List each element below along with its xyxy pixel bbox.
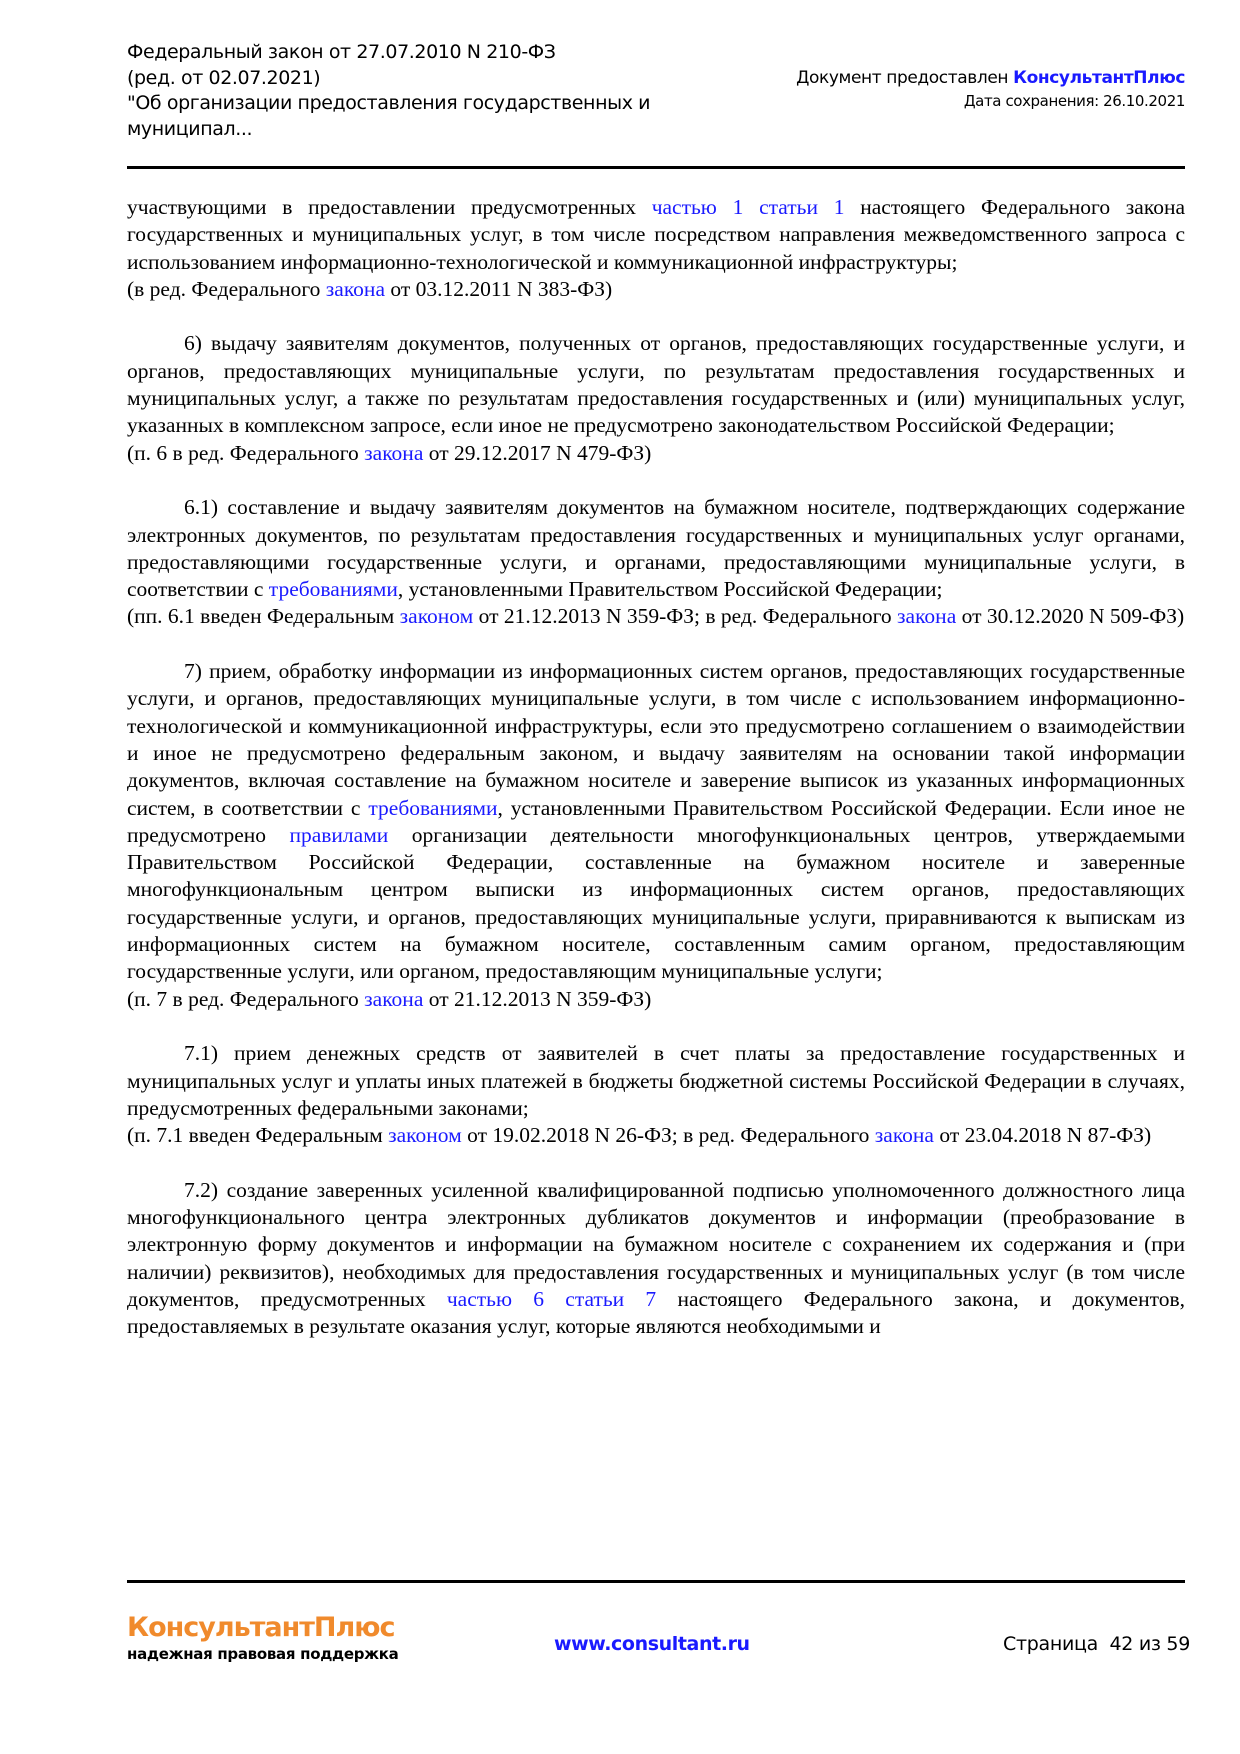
provider-info — [796, 66, 1185, 112]
document-title — [127, 40, 650, 142]
footer-brand: КонсультантПлюс — [127, 1612, 395, 1643]
legal-reference-link[interactable]: законом — [399, 604, 474, 629]
paragraph — [127, 440, 1185, 467]
paragraph-text: , установленными Правительством Российской Федерации. Если иное не предусмотрено — [127, 795, 1185, 847]
paragraph — [127, 330, 1185, 439]
legal-reference-link[interactable]: законом — [388, 1123, 462, 1148]
paragraph — [127, 194, 1185, 276]
legal-reference-link[interactable]: закона — [325, 276, 385, 301]
paragraph-text: настоящего Федерального закона, и документов, предоставляемых в результате оказания услуг, которые являются необходимыми и — [127, 1286, 1185, 1339]
paragraph-text: (пп. 6.1 введен Федеральным — [127, 604, 400, 629]
legal-reference-link[interactable]: закона — [364, 440, 424, 465]
paragraph — [127, 986, 1185, 1013]
paragraph-text: от 21.12.2013 N 359-ФЗ) — [423, 986, 652, 1011]
provided-by-label: Документ предоставлен — [796, 68, 1014, 88]
paragraph — [127, 658, 1185, 986]
title-line: "Об организации предоставления государственных и — [127, 92, 651, 114]
footer-tagline: надежная правовая поддержка — [127, 1645, 399, 1663]
legal-reference-link[interactable]: закона — [897, 604, 957, 629]
footer-logo — [127, 1612, 398, 1663]
legal-reference-link[interactable]: закона — [364, 986, 424, 1011]
paragraph-text: от 30.12.2020 N 509-ФЗ) — [956, 604, 1185, 629]
page-indicator — [1003, 1633, 1190, 1655]
paragraph — [127, 494, 1185, 603]
legal-reference-link[interactable]: закона — [874, 1123, 934, 1148]
header-divider — [127, 166, 1185, 169]
page-current: 42 — [1109, 1633, 1134, 1655]
paragraph-text: (п. 7.1 введен Федеральным — [127, 1123, 389, 1148]
paragraph-text: от 29.12.2017 N 479-ФЗ) — [423, 440, 652, 465]
paragraph-text: (в ред. Федерального — [127, 276, 326, 301]
paragraph-text: (п. 7 в ред. Федерального — [127, 986, 365, 1011]
document-body — [127, 194, 1185, 1340]
title-line: (ред. от 02.07.2021) — [127, 66, 321, 89]
brand-link[interactable]: КонсультантПлюс — [1013, 68, 1185, 88]
legal-reference-link[interactable]: правилами — [289, 822, 389, 847]
saved-date: Дата сохранения: 26.10.2021 — [963, 92, 1185, 110]
paragraph — [127, 603, 1185, 630]
paragraph — [127, 1177, 1185, 1341]
paragraph-text: 6) выдачу заявителям документов, полученных от органов, предоставляющих государственные услуги, и органов, предоставляющих муниципальные услуги, по результатам предоставления государственных и муниципальных услуг, а также по результатам предоставления государственных и (или) муниципальных услуг, указанных в комплексном запросе, если иное не предусмотрено законодательством Российской Федерации; — [127, 331, 1185, 438]
page-total: 59 — [1166, 1633, 1190, 1655]
page-of: из — [1138, 1633, 1161, 1655]
paragraph — [127, 1122, 1185, 1149]
legal-reference-link[interactable]: частью 6 статьи 7 — [446, 1286, 657, 1311]
title-line: муниципал... — [127, 117, 253, 140]
legal-reference-link[interactable]: частью 1 статьи 1 — [651, 195, 845, 219]
legal-reference-link[interactable]: требованиями — [268, 577, 398, 602]
paragraph-text: (п. 6 в ред. Федерального — [127, 440, 365, 465]
paragraph-text: , установленными Правительством Российской Федерации; — [397, 577, 943, 602]
paragraph-text: 7.1) прием денежных средств от заявителей в счет платы за предоставление государственных и муниципальных услуг и уплаты иных платежей в бюджеты бюджетной системы Российской Федерации в случаях, предусмотренных федеральными законами; — [127, 1041, 1185, 1120]
paragraph-text: настоящего Федерального закона государственных и муниципальных услуг, в том числе посредством направления межведомственного запроса с использованием информационно-технологической и коммуникационной инфраструктуры; — [127, 195, 1185, 274]
website-link[interactable]: www.consultant.ru — [554, 1633, 750, 1655]
paragraph-text: от 23.04.2018 N 87-ФЗ) — [933, 1123, 1152, 1148]
paragraph — [127, 276, 1185, 303]
paragraph-text: 6.1) составление и выдачу заявителям документов на бумажном носителе, подтверждающих содержание электронных документов, по результатам предоставления государственных и муниципальных услуг органами, предоставляющими государственные услуги, и органами, предоставляющими муниципальные услуги, в соответствии с — [127, 495, 1185, 602]
paragraph-text: от 21.12.2013 N 359-ФЗ; в ред. Федерального — [473, 604, 898, 629]
legal-reference-link[interactable]: требованиями — [368, 795, 498, 820]
paragraph-text: участвующими в предоставлении предусмотренных — [127, 195, 652, 219]
paragraph — [127, 1040, 1185, 1122]
paragraph-text: от 03.12.2011 N 383-ФЗ) — [385, 276, 613, 301]
paragraph-text: организации деятельности многофункциональных центров, утверждаемыми Правительством Российской Федерации, составленные на бумажном носителе и заверенные многофункциональным центром выписки из информационных систем органов, предоставляющих государственные услуги, и органов, предоставляющих муниципальные услуги, приравниваются к выпискам из информационных систем на бумажном носителе, составленным самим органом, предоставляющим государственные услуги, или органом, предоставляющим муниципальные услуги; — [127, 822, 1185, 984]
title-line: Федеральный закон от 27.07.2010 N 210-ФЗ — [127, 41, 556, 63]
paragraph-text: 7) прием, обработку информации из информационных систем органов, предоставляющих государственные услуги, и органов, предоставляющих муниципальные услуги, в том числе с использованием информационно-технологической и коммуникационной инфраструктуры, если это предусмотрено соглашением о взаимодействии и иное не предусмотрено федеральным законом, и выдачу заявителям на основании такой информации документов, включая составление на бумажном носителе и заверение выписок из указанных информационных систем, в соответствии с — [127, 659, 1185, 820]
page-label: Страница — [1003, 1633, 1098, 1655]
paragraph-text: 7.2) создание заверенных усиленной квалифицированной подписью уполномоченного должностного лица многофункционального центра электронных дубликатов документов и информации (преобразование в электронную форму документов и информации на бумажном носителе с сохранением их содержания и (при наличии) реквизитов), необходимых для предоставления государственных и муниципальных услуг (в том числе документов, предусмотренных — [127, 1177, 1185, 1311]
paragraph-text: от 19.02.2018 N 26-ФЗ; в ред. Федерального — [461, 1123, 875, 1148]
footer-divider — [127, 1580, 1185, 1583]
